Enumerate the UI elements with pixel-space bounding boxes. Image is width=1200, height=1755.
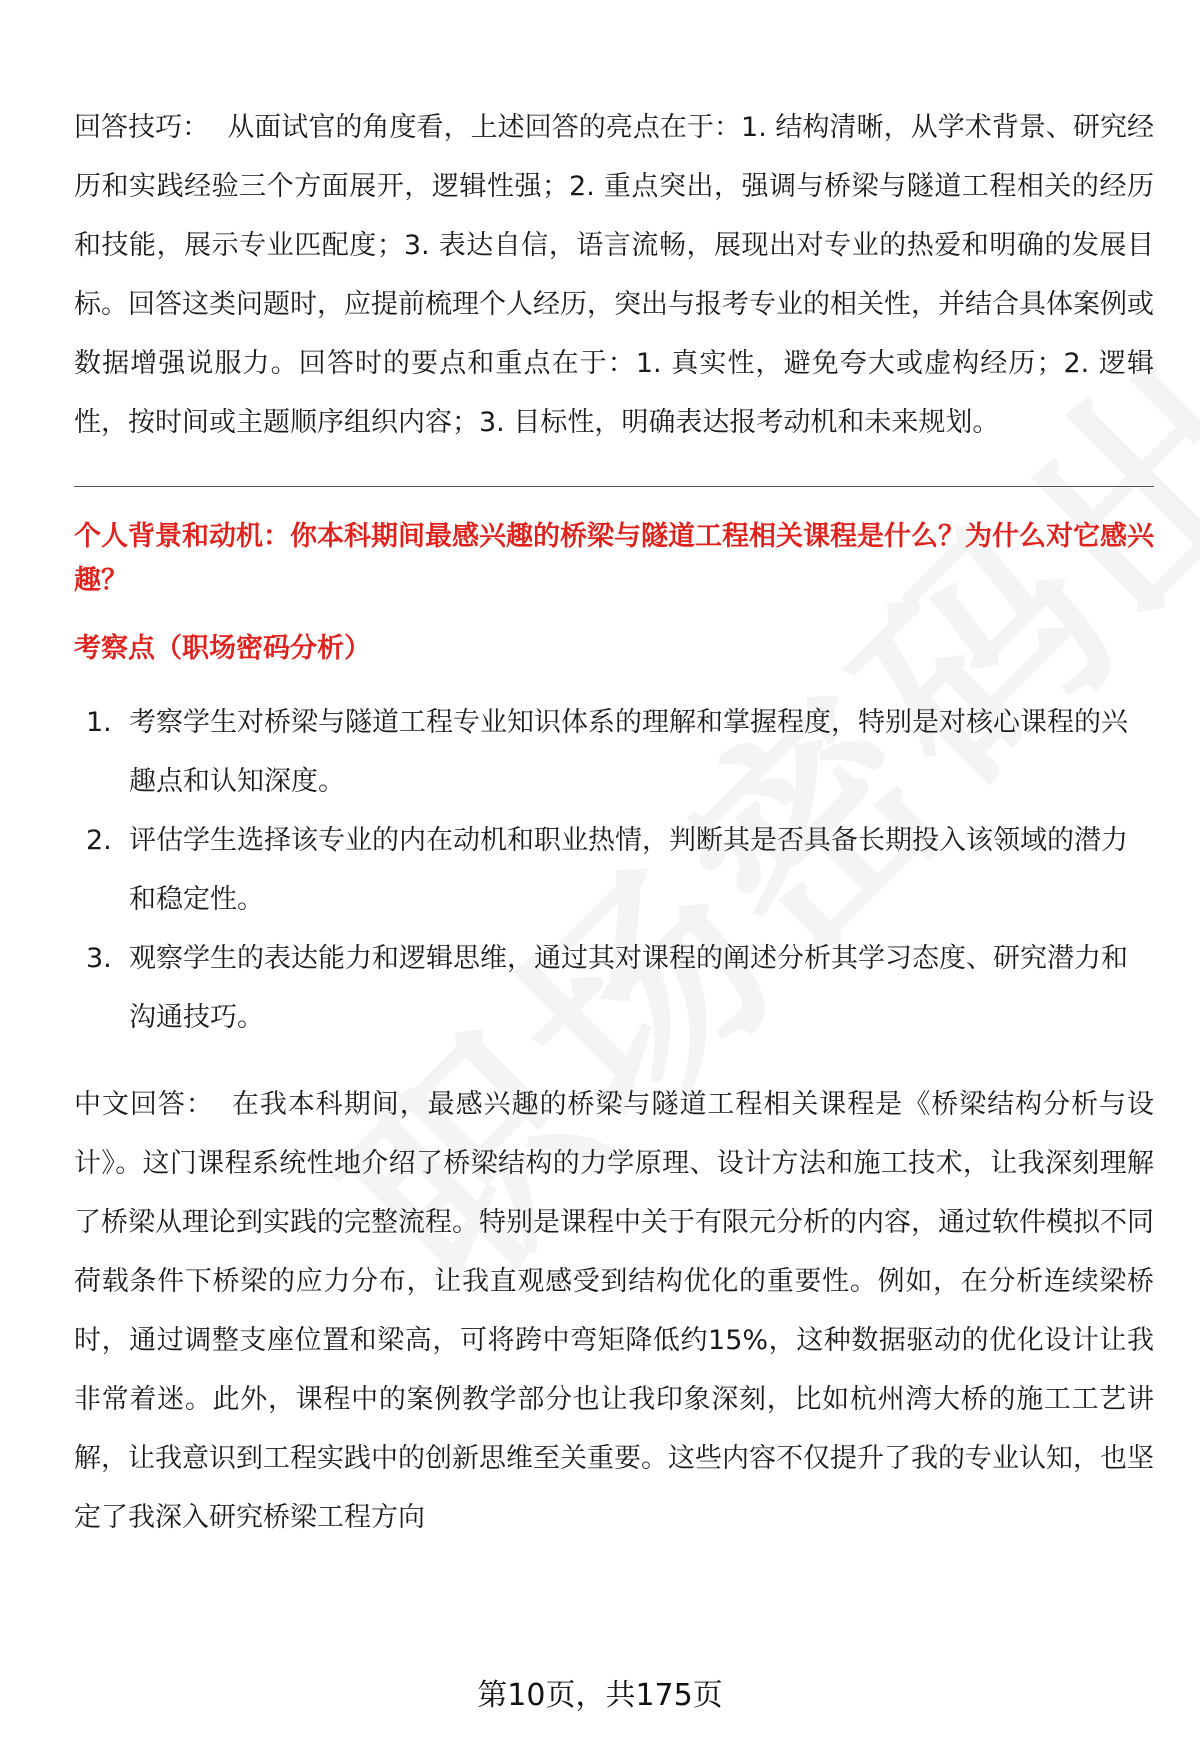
focus-list [74, 693, 1154, 1047]
list-text: 观察学生的表达能力和逻辑思维，通过其对课程的阐述分析其学习态度、研究潜力和沟通技巧。 [129, 943, 1128, 1033]
answer-label: 中文回答： [74, 1089, 214, 1120]
list-text: 考察学生对桥梁与隧道工程专业知识体系的理解和掌握程度，特别是对核心课程的兴趣点和认知深度。 [129, 707, 1128, 797]
list-number: 1. [86, 707, 112, 738]
page-footer: 第10页，共175页 [477, 1678, 723, 1713]
tips-label: 回答技巧： [74, 112, 210, 143]
answer-text: 在我本科期间，最感兴趣的桥梁与隧道工程相关课程是《桥梁结构分析与设计》。这门课程系统性地介绍了桥梁结构的力学原理、设计方法和施工技术，让我深刻理解了桥梁从理论到实践的完整流程。特别是课程中关于有限元分析的内容，通过软件模拟不同荷载条件下桥梁的应力分布，让我直观感受到结构优化的重要性。例如，在分析连续梁桥时，通过调整支座位置和梁高，可将跨中弯矩降低约15%，这种数据驱动的优化设计让我非常着迷。此外，课程中的案例教学部分也让我印象深刻，比如杭州湾大桥的施工工艺讲解，让我意识到工程实践中的创新思维至关重要。这些内容不仅提升了我的专业认知，也坚定了我深入研究桥梁工程方向 [74, 1089, 1155, 1533]
tips-paragraph [74, 98, 1154, 452]
list-number: 3. [86, 943, 112, 974]
list-number: 2. [86, 825, 112, 856]
list-item [74, 693, 1154, 811]
focus-heading: 考察点（职场密码分析） [74, 633, 371, 664]
question-heading: 个人背景和动机：你本科期间最感兴趣的桥梁与隧道工程相关课程是什么？为什么对它感兴趣？ [74, 521, 1154, 596]
tips-text: 从面试官的角度看，上述回答的亮点在于：1. 结构清晰，从学术背景、研究经历和实践经验三个方面展开，逻辑性强；2. 重点突出，强调与桥梁与隧道工程相关的经历和技能，展示专业匹配度；3. 表达自信，语言流畅，展现出对专业的热爱和明确的发展目标。回答这类问题时，应提前梳理个人经历，突出与报考专业的相关性，并结合具体案例或数据增强说服力。回答时的要点和重点在于：1. 真实性，避免夸大或虚构经历；2. 逻辑性，按时间或主题顺序组织内容；3. 目标性，明确表达报考动机和未来规划。 [74, 112, 1154, 438]
answer-paragraph [74, 1075, 1154, 1547]
list-item [74, 811, 1154, 929]
list-text: 评估学生选择该专业的内在动机和职业热情，判断其是否具备长期投入该领域的潜力和稳定性。 [129, 825, 1128, 915]
list-item [74, 929, 1154, 1047]
section-divider [74, 486, 1154, 487]
document-body [74, 98, 1154, 1547]
